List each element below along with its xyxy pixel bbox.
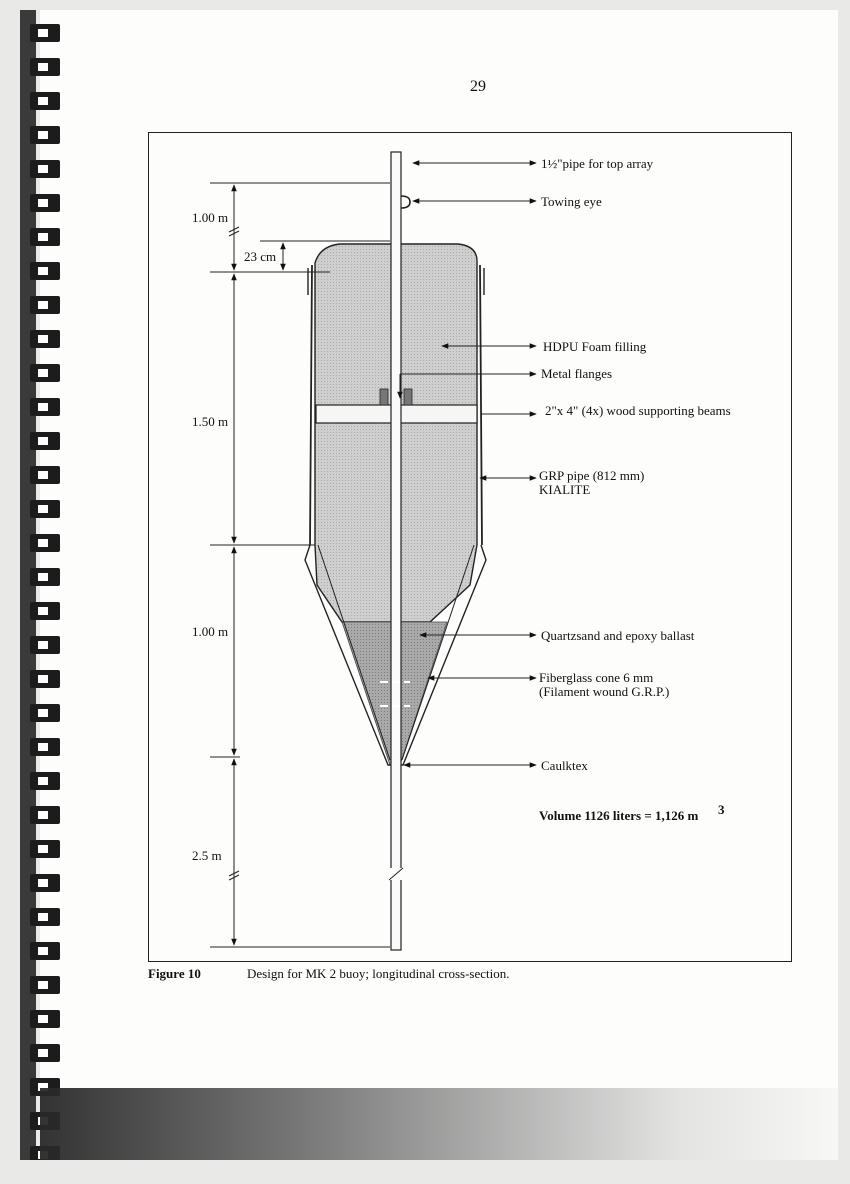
callout-grp-pipe: GRP pipe (812 mm) xyxy=(539,468,645,483)
callout-cone: Fiberglass cone 6 mm xyxy=(539,670,654,685)
volume-label: Volume 1126 liters = 1,126 m xyxy=(539,808,699,823)
callout-flanges: Metal flanges xyxy=(541,366,613,381)
figure-caption-text: Design for MK 2 buoy; longitudinal cross-section. xyxy=(247,966,510,981)
callout-beams: 2"x 4" (4x) wood supporting beams xyxy=(545,403,731,418)
callout-grp-pipe-material: KIALITE xyxy=(539,482,591,497)
callout-cone-detail: (Filament wound G.R.P.) xyxy=(539,684,670,699)
dimension-cone: 1.00 m xyxy=(192,624,229,639)
dimension-body: 1.50 m xyxy=(192,414,229,429)
page-number: 29 xyxy=(470,78,486,95)
dimension-top: 1.00 m xyxy=(192,210,229,225)
callout-caulktex: Caulktex xyxy=(541,758,588,773)
volume-exponent: 3 xyxy=(718,802,725,817)
callout-towing-eye: Towing eye xyxy=(541,194,602,209)
dimension-collar: 23 cm xyxy=(244,249,277,264)
metal-flange xyxy=(404,389,412,405)
callout-top-pipe: 1½"pipe for top array xyxy=(541,156,654,171)
callout-foam: HDPU Foam filling xyxy=(543,339,647,354)
central-pipe xyxy=(391,152,401,950)
figure-caption-label: Figure 10 xyxy=(148,966,201,981)
dimension-tail: 2.5 m xyxy=(192,848,222,863)
metal-flange xyxy=(380,389,388,405)
callout-ballast: Quartzsand and epoxy ballast xyxy=(541,628,695,643)
buoy-body xyxy=(305,152,486,950)
towing-eye xyxy=(401,196,410,208)
